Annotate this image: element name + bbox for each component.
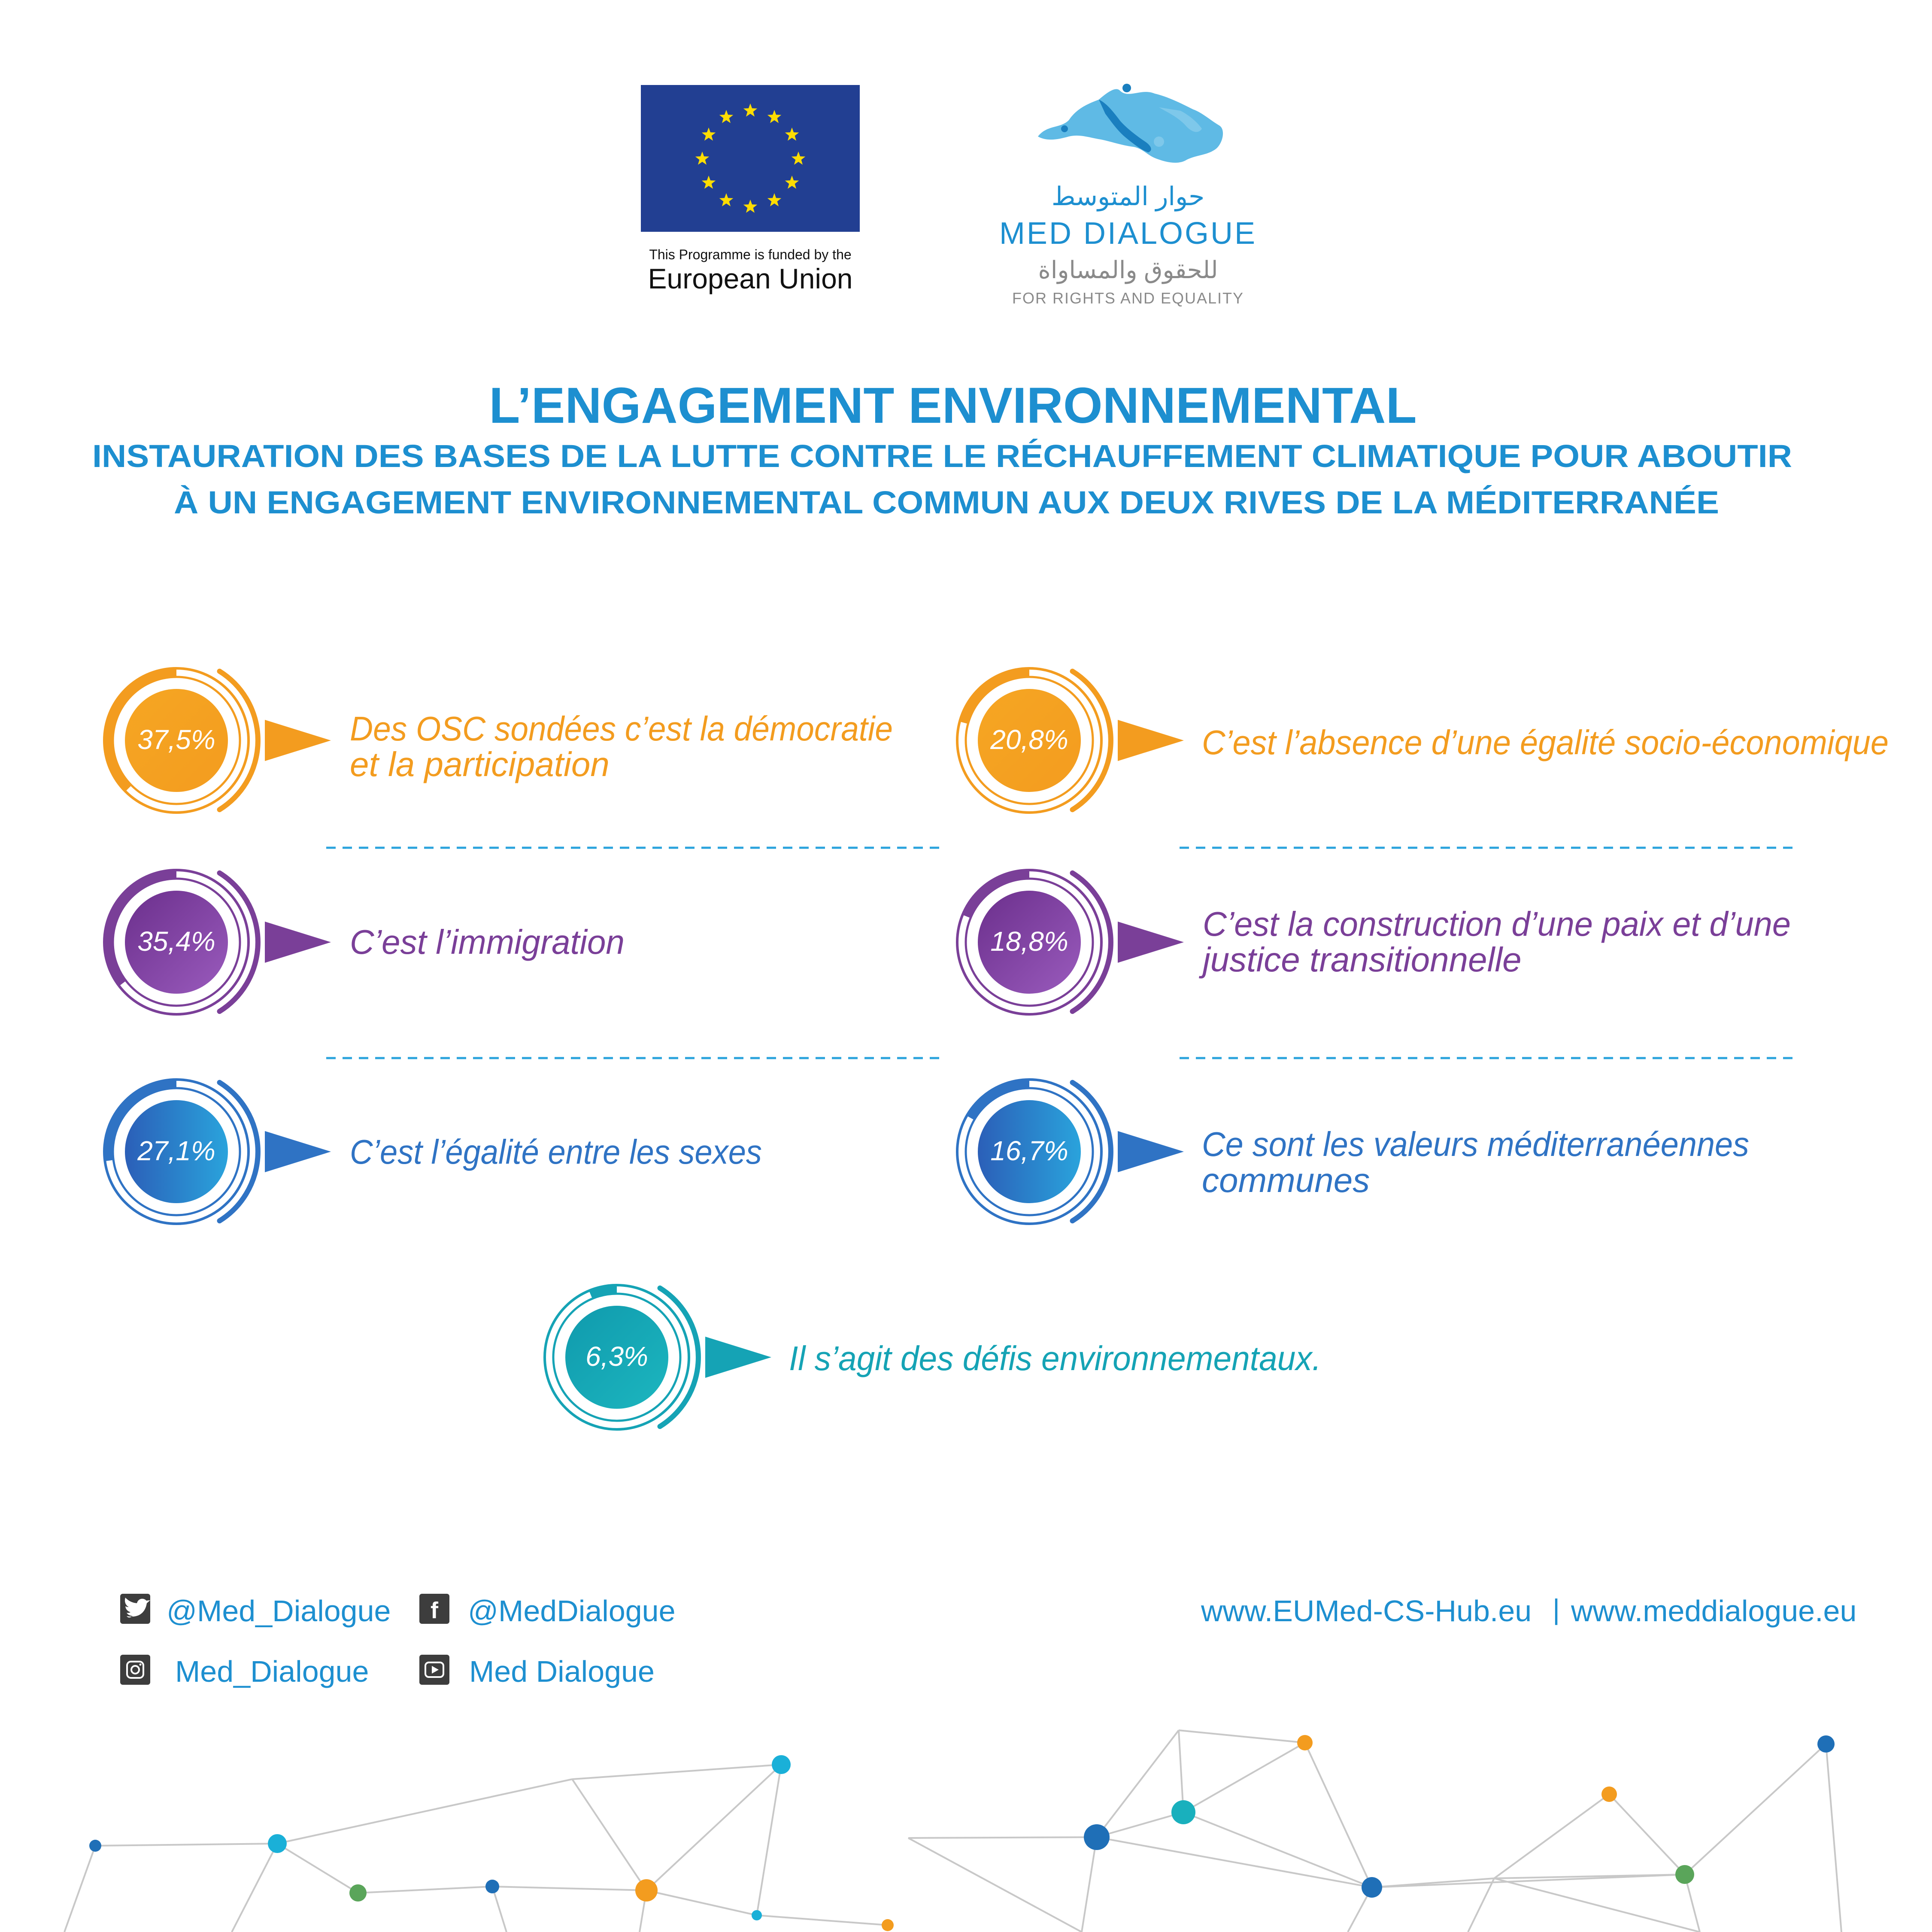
network-link	[1685, 1744, 1826, 1874]
network-link	[1183, 1812, 1372, 1887]
stat-description-line1: C’est l’égalité entre les sexes	[350, 1133, 762, 1171]
med-tagline: FOR RIGHTS AND EQUALITY	[1012, 289, 1244, 307]
network-node	[485, 1880, 499, 1893]
network-link	[1082, 1837, 1097, 1932]
eu-caption-large: European Union	[648, 263, 853, 294]
svg-text:f: f	[431, 1598, 438, 1623]
stat-description-line1: C’est l’absence d’une égalité socio-économique	[1202, 723, 1889, 761]
network-link	[1179, 1730, 1305, 1743]
network-node	[1817, 1735, 1835, 1753]
network-link	[95, 1844, 277, 1846]
pointer-arrow	[1118, 922, 1184, 963]
network-link	[572, 1779, 646, 1890]
network-link	[908, 1838, 1082, 1932]
network-decoration	[64, 1730, 1841, 1932]
med-arabic-subtitle: للحقوق والمساواة	[1038, 256, 1218, 283]
youtube-channel: Med Dialogue	[469, 1655, 655, 1688]
network-node	[1297, 1735, 1313, 1750]
network-link	[1826, 1744, 1841, 1932]
stat-description-line1: Ce sont les valeurs méditerranéennes	[1202, 1125, 1749, 1163]
stat-value: 18,8%	[990, 926, 1068, 957]
pointer-arrow	[1118, 1131, 1184, 1172]
eu-caption-small: This Programme is funded by the	[649, 247, 852, 262]
network-node	[1171, 1800, 1195, 1824]
instagram-link[interactable]	[120, 1655, 369, 1688]
eu-logo	[641, 85, 860, 294]
stat-description-line2: justice transitionnelle	[1203, 940, 1522, 979]
network-link	[1609, 1794, 1685, 1874]
stat-description-line1: C’est l’immigration	[350, 923, 625, 961]
stat-item	[104, 668, 893, 813]
pointer-arrow	[265, 1131, 331, 1172]
network-node	[752, 1910, 762, 1920]
stat-value: 37,5%	[137, 724, 215, 755]
network-link	[1179, 1730, 1183, 1812]
network-link	[232, 1844, 277, 1932]
stat-item	[957, 668, 1889, 813]
facebook-handle: @MedDialogue	[468, 1594, 676, 1628]
network-link	[1305, 1743, 1372, 1887]
network-node	[89, 1840, 101, 1852]
percentage-badge	[545, 1285, 771, 1429]
network-link	[1183, 1743, 1305, 1812]
stat-item	[957, 870, 1791, 1014]
network-link	[64, 1846, 95, 1932]
pointer-arrow	[265, 922, 331, 963]
youtube-link[interactable]	[419, 1655, 655, 1688]
network-link	[1372, 1874, 1685, 1887]
network-node	[635, 1879, 658, 1902]
website-link-eumed[interactable]: www.EUMed-CS-Hub.eu	[1201, 1594, 1532, 1628]
stat-description-line1: Des OSC sondées c’est la démocratie	[350, 710, 893, 748]
stat-value: 35,4%	[137, 926, 215, 957]
med-arabic-title: حوار المتوسط	[1051, 182, 1205, 211]
network-node	[1362, 1877, 1382, 1898]
twitter-link[interactable]	[120, 1594, 391, 1628]
page-title: L’ENGAGEMENT ENVIRONNEMENTAL	[489, 377, 1417, 434]
network-link	[492, 1887, 507, 1932]
network-node	[349, 1884, 367, 1902]
page-subtitle-line2: À UN ENGAGEMENT ENVIRONNEMENTAL COMMUN AUX DEUX RIVES DE LA MÉDITERRANÉE	[174, 485, 1719, 520]
network-node	[1675, 1865, 1694, 1884]
network-link	[1097, 1837, 1372, 1887]
stat-item	[545, 1285, 1321, 1429]
stat-value: 20,8%	[990, 724, 1068, 755]
stat-item	[104, 1080, 762, 1224]
network-link	[757, 1765, 781, 1915]
network-link	[1494, 1878, 1700, 1932]
social-links	[120, 1593, 1856, 1688]
stat-description-line1: Il s’agit des défis environnementaux.	[789, 1339, 1321, 1377]
network-link	[757, 1915, 888, 1925]
instagram-handle: Med_Dialogue	[175, 1655, 369, 1688]
network-node	[1601, 1786, 1617, 1802]
stat-item	[957, 1080, 1749, 1224]
network-node	[882, 1919, 894, 1931]
network-link	[908, 1837, 1097, 1838]
network-node	[1084, 1824, 1110, 1850]
network-link	[277, 1779, 572, 1844]
instagram-icon	[120, 1655, 150, 1685]
pointer-arrow	[265, 720, 331, 761]
stat-description-line2: et la participation	[350, 745, 610, 783]
mediterranean-map-icon	[1038, 84, 1223, 163]
stat-value: 6,3%	[585, 1341, 648, 1372]
med-dialogue-logo	[999, 84, 1257, 307]
network-link	[646, 1765, 781, 1890]
pointer-arrow	[705, 1337, 771, 1378]
website-separator: |	[1553, 1593, 1560, 1625]
network-node	[268, 1834, 287, 1853]
pointer-arrow	[1118, 720, 1184, 761]
progress-arc	[591, 1289, 617, 1295]
twitter-handle: @Med_Dialogue	[167, 1594, 391, 1628]
network-node	[772, 1755, 791, 1774]
network-link	[1097, 1730, 1179, 1837]
page-subtitle-line1: INSTAURATION DES BASES DE LA LUTTE CONTRE LE RÉCHAUFFEMENT CLIMATIQUE POUR ABOUTIR	[92, 438, 1792, 474]
network-link	[358, 1887, 492, 1893]
stat-item	[104, 870, 625, 1014]
stat-description-line2: communes	[1202, 1161, 1370, 1199]
network-link	[572, 1765, 781, 1779]
stat-description-line1: C’est la construction d’une paix et d’une	[1203, 905, 1791, 943]
stat-value: 27,1%	[137, 1135, 215, 1166]
network-link	[277, 1844, 358, 1893]
med-dialogue-name: MED DIALOGUE	[999, 216, 1257, 251]
network-link	[1468, 1878, 1494, 1932]
network-link	[646, 1890, 757, 1915]
network-link	[1097, 1812, 1183, 1837]
facebook-link[interactable]	[419, 1594, 676, 1628]
website-link-meddialogue[interactable]: www.meddialogue.eu	[1571, 1594, 1857, 1628]
network-link	[1494, 1794, 1609, 1878]
stat-value: 16,7%	[990, 1135, 1068, 1166]
network-link	[492, 1887, 646, 1890]
